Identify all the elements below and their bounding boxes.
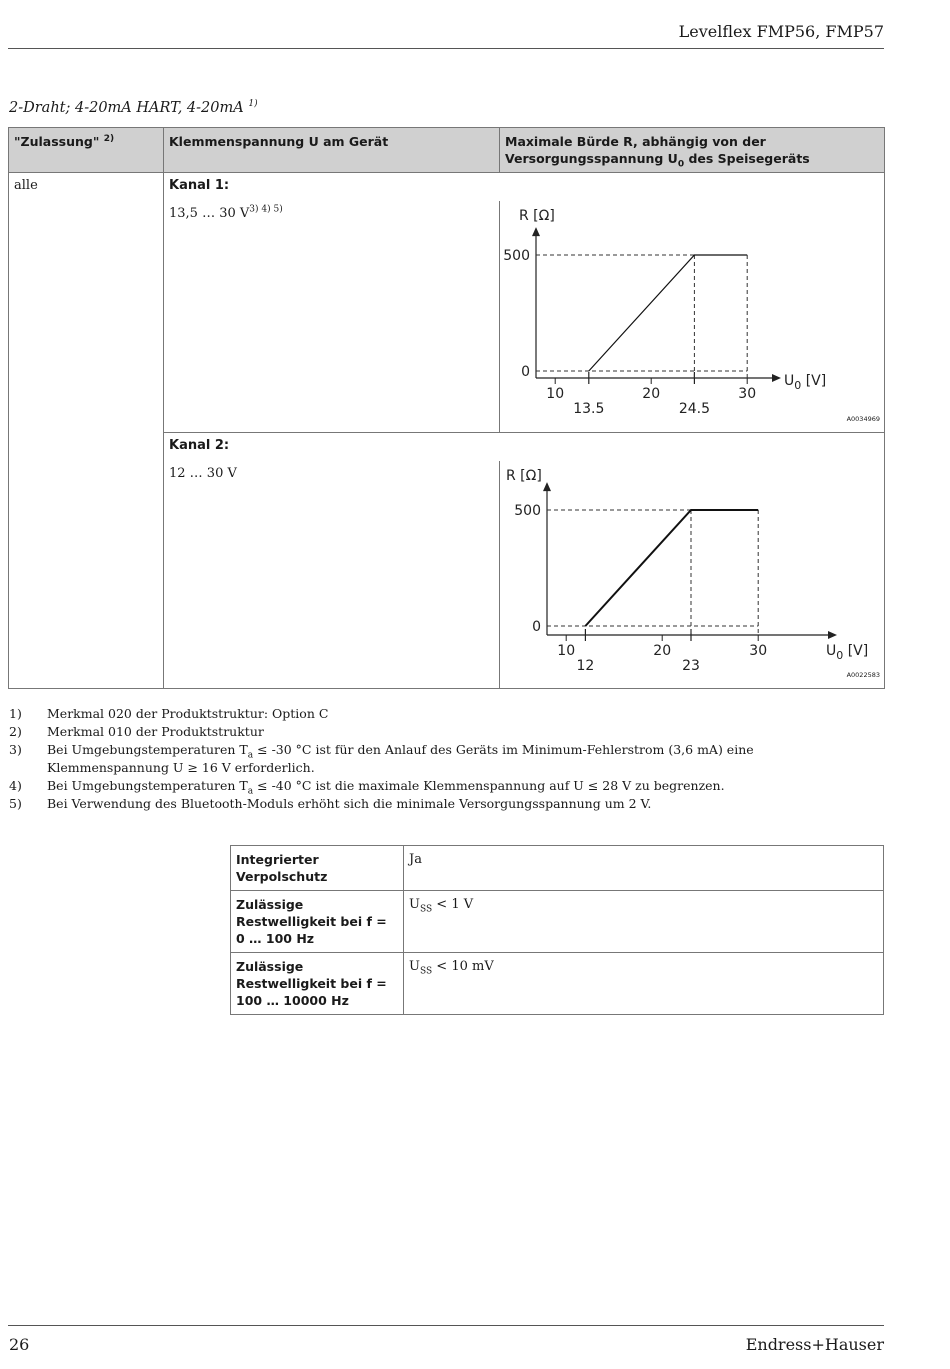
channel1-label-row [9,173,885,201]
y-tick-label: 0 [521,363,530,380]
footnote: 3) Bei Umgebungstemperaturen $T_a \le -30$ °C ist für den Anlauf des Geräts im Minimum-Fehlerstrom (3,6 mA) eine Klemmenspannung U ≥ 16 V erforderlich. [9,742,754,775]
channel2-load-chart [500,461,884,671]
load-table [8,127,885,689]
y-tick-label: 500 [514,502,541,519]
document-header-title: Levelflex FMP56, FMP57 [678,22,884,41]
max-load-series-line [589,255,747,371]
channel1-figure-code: A0034969 [846,414,880,423]
x-axis-arrow-icon [828,631,837,639]
y-axis-label: R [Ω] [506,467,542,484]
x-tick-label: 20 [642,385,661,402]
footnote: 1) Merkmal 020 der Produktstruktur: Option C [9,706,329,721]
channel1-label: Kanal 1: [164,173,885,201]
footer-brand: Endress+Hauser [745,1335,884,1354]
header-terminal-voltage: Klemmenspannung U am Gerät [164,128,500,173]
x-tick-label: 20 [653,642,672,659]
spec-row [231,846,884,891]
caption-footnote-ref: 1) [248,99,258,110]
x-tick-label: 30 [738,385,757,402]
channel1-load-chart [500,201,884,415]
load-table-header-row [9,128,885,173]
x-marker-label: 24.5 [678,400,710,415]
spec-label: Integrierter Verpolschutz [231,846,404,891]
y-axis-label: R [Ω] [519,207,555,224]
x-tick-label: 30 [749,642,768,659]
x-axis-label: $U_0$ [V] [826,642,869,662]
channel1-voltage: 13,5 … 30 $V^{3) 4) 5)}$ [164,201,500,433]
y-tick-label: 500 [503,247,530,264]
x-marker-label: 23 [682,657,700,671]
channel2-voltage: 12 … 30 V [164,461,500,689]
x-tick-label: 10 [557,642,576,659]
x-axis-arrow-icon [772,374,781,382]
x-tick-label: 10 [546,385,565,402]
footnote: 2) Merkmal 010 der Produktstruktur [9,724,264,739]
footer-rule [8,1325,884,1326]
channel2-label: Kanal 2: [164,433,885,461]
spec-value: Ja [404,846,884,891]
table-caption [9,100,258,116]
caption-text: 2-Draht; 4-20mA HART, 4-20mA [9,100,244,116]
footnote: 4) Bei Umgebungstemperaturen $T_a \le -40$ °C ist die maximale Klemmenspannung auf U ≤ 28 V zu begrenzen. [9,778,725,797]
channel2-chart-cell [500,461,885,689]
header-max-load: Maximale Bürde R, abhängig von der Versorgungsspannung $U_0$ des Speisegeräts [500,128,885,173]
footnote: 5) Bei Verwendung des Bluetooth-Moduls erhöht sich die minimale Versorgungsspannung um 2 V. [9,796,652,811]
page-number: 26 [9,1335,30,1354]
x-marker-label: 13.5 [573,400,605,415]
spec-value: $U_{SS} < 10$ mV [404,953,884,1015]
y-axis-arrow-icon [532,227,540,236]
max-load-series-line [585,510,758,626]
footnotes [9,705,879,813]
header-rule [8,48,884,49]
x-axis-label: $U_0$ [V] [784,372,827,392]
spec-row [231,891,884,953]
spec-row [231,953,884,1015]
approval-cell: alle [9,173,164,689]
y-tick-label: 0 [532,618,541,635]
header-approval: "Zulassung" $^{2)}$ [9,128,164,173]
channel1-chart-cell [500,201,885,433]
channel2-figure-code: A0022583 [846,670,880,679]
spec-table [230,845,884,1015]
y-axis-arrow-icon [543,482,551,491]
spec-value: $U_{SS} < 1$ V [404,891,884,953]
x-marker-label: 12 [576,657,595,671]
spec-label: Zulässige Restwelligkeit bei f = 100 … 10000 Hz [231,953,404,1015]
spec-label: Zulässige Restwelligkeit bei f = 0 … 100 Hz [231,891,404,953]
